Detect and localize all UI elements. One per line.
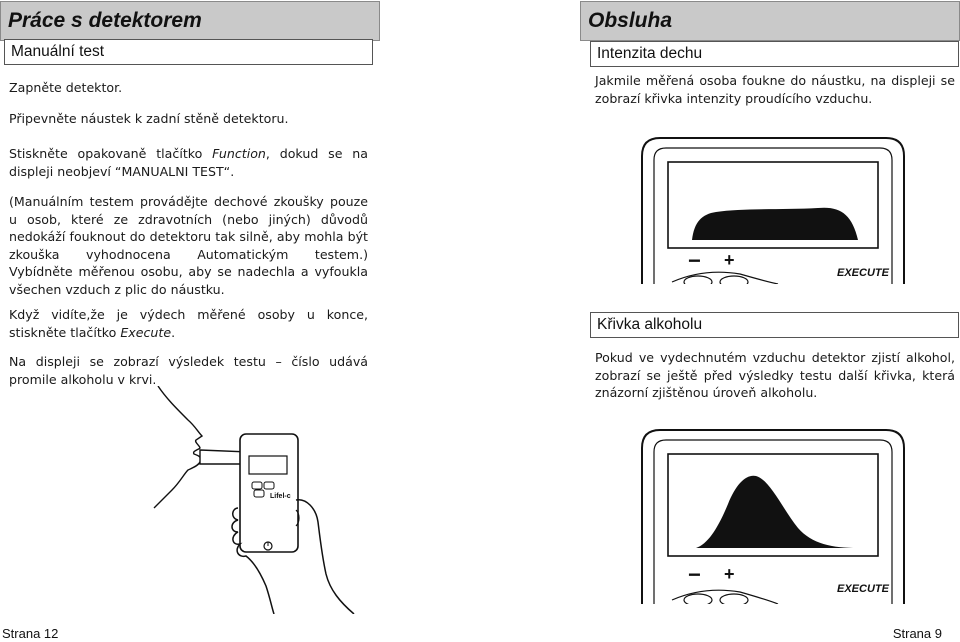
- right-page: [480, 0, 960, 642]
- minus-key-icon: −: [688, 248, 701, 273]
- section-header-alcohol-curve: [590, 312, 959, 338]
- chapter-title: Práce s detektorem: [8, 9, 202, 32]
- chapter-header: [580, 1, 960, 41]
- paragraph-alcohol-curve: Pokud ve vydechnutém vzduchu detektor zjistí alkohol, zobrazí se ještě před výsledky testu další křivka, která znázorní zjištěnou úroveň alkoholu.: [595, 350, 955, 401]
- plus-key-icon: +: [724, 250, 735, 270]
- paragraph-turn-on: Zapněte detektor.: [9, 80, 123, 95]
- paragraph-mouthpiece: Připevněte náustek k zadní stěně detektoru.: [9, 111, 289, 126]
- section-title: Manuální test: [11, 43, 105, 60]
- chapter-title: Obsluha: [588, 9, 673, 32]
- device-brand-label: Lifel-c: [270, 493, 291, 500]
- section-header-breath-intensity: [590, 41, 959, 67]
- chapter-header: [0, 1, 380, 41]
- breath-intensity-curve: [692, 208, 858, 240]
- paragraph-breath-intensity: Jakmile měřená osoba foukne do náustku, na displeji se zobrazí křivka intenzity proudícího vzduchu.: [595, 73, 955, 106]
- display-alcohol-curve-illustration: [632, 428, 914, 604]
- execute-key-label: EXECUTE: [837, 583, 889, 595]
- page-number: Strana 12: [2, 626, 59, 641]
- paragraph-manual-test-note: (Manuálním testem provádějte dechové zkoušky pouze u osob, které ze zdravotních (nebo jiných) důvodů nedokáží fouknout do detektoru tak silně, aby mohla být zkouška vyhodnocena Automatickým testem.) Vybídněte měřenou osobu, aby se nadechla a vyfoukla všechen vzduch z plic do náustku.: [9, 194, 368, 297]
- paragraph-function-button: Stiskněte opakovaně tlačítko Function, dokud se na displeji neobjeví “MANUALNI TEST“.: [9, 146, 368, 179]
- section-title: Křivka alkoholu: [597, 316, 703, 333]
- paragraph-result: Na displeji se zobrazí výsledek testu – číslo udává promile alkoholu v krvi.: [9, 354, 368, 387]
- breath-test-illustration: [150, 386, 370, 614]
- minus-key-icon: −: [688, 562, 701, 587]
- section-header-manual-test: [4, 39, 373, 65]
- paragraph-execute: Když vidíte,že je výdech měřené osoby u konce, stiskněte tlačítko Execute.: [9, 307, 368, 340]
- plus-key-icon: +: [724, 564, 735, 584]
- section-title: Intenzita dechu: [597, 45, 703, 62]
- execute-key-label: EXECUTE: [837, 267, 889, 279]
- detector-display: [249, 456, 287, 474]
- display-breath-intensity-illustration: [632, 136, 914, 284]
- face-profile-icon: [154, 386, 202, 508]
- page-number: Strana 9: [892, 626, 942, 641]
